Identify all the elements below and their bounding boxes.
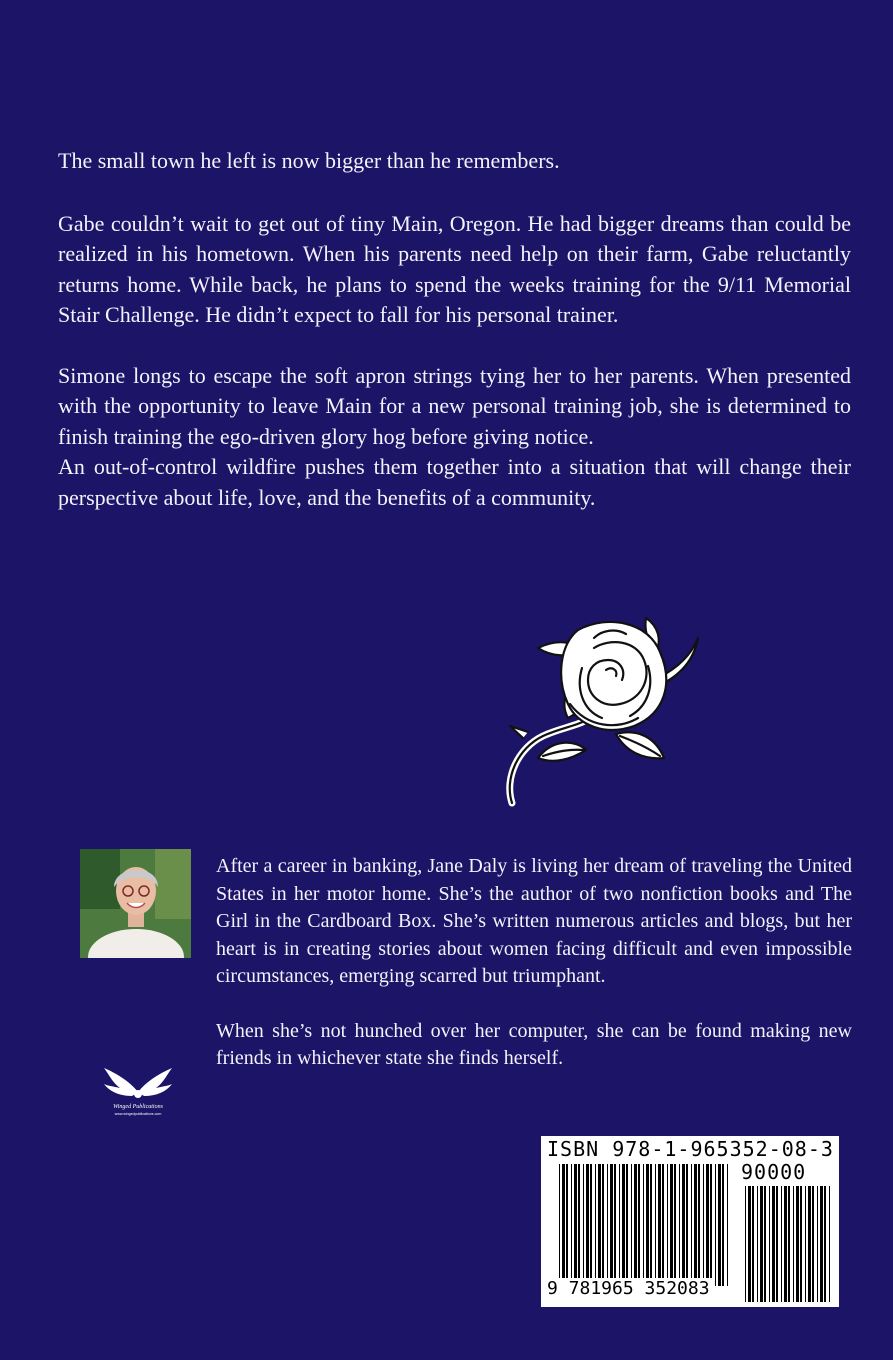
barcode-bar [667,1164,668,1286]
barcode-bar [583,1164,584,1286]
rose-illustration [498,608,708,808]
barcode-bar [634,1164,637,1286]
barcode-bar [781,1186,782,1302]
author-bio-paragraph: After a career in banking, Jane Daly is living her dream of traveling the United States in her motor home. She’s the author of two nonfiction books and The Girl in the Cardboard Box. She’s written numerous articles and blogs, but her heart is in creating stories about women facing difficult and even impossible circumstances, emerging scarred but triumphant. [216,855,852,987]
barcode-bar [727,1164,728,1286]
barcode-bar [706,1164,709,1286]
barcode-bar [562,1164,565,1286]
barcode-bar [805,1186,806,1302]
winged-publications-logo [100,1062,176,1118]
barcode-bar [655,1164,656,1286]
isbn-label: ISBN 978-1-965352-08-3 [547,1137,834,1161]
barcode-bar [710,1164,712,1286]
barcode-bar [595,1164,596,1286]
barcode-bar [638,1164,640,1286]
barcode-bar [757,1186,758,1302]
barcode-bar [788,1186,790,1302]
book-blurb [58,146,851,543]
barcode-bar [607,1164,608,1286]
price-addon-number: 90000 [741,1160,807,1184]
barcode-bar [598,1164,601,1286]
barcode-bar [670,1164,673,1286]
barcode-bar [784,1186,787,1302]
barcode-bar [646,1164,649,1286]
barcode-bar [760,1186,763,1302]
barcode-bar [566,1164,568,1286]
author-bio [216,853,852,1100]
blurb-paragraph-wildfire: An out-of-control wildfire pushes them together into a situation that will change their perspective about life, love, and the benefits of a community. [58,454,851,510]
barcode-bar [748,1186,751,1302]
author-bio-paragraph-2: When she’s not hunched over her computer, she can be found making new friends in whichever state she finds herself. [216,1019,852,1069]
barcode-bar [745,1186,746,1302]
barcode-bar [662,1164,664,1286]
barcode-bar [650,1164,652,1286]
barcode-bar [619,1164,620,1286]
barcode-bar [769,1186,770,1302]
tagline: The small town he left is now bigger than he remembers. [58,148,560,173]
barcode-bar [703,1164,704,1286]
barcode-bar [631,1164,632,1286]
author-portrait-image [80,849,191,958]
barcode-bar [614,1164,616,1286]
barcode-bar [718,1164,721,1286]
barcode-bar [722,1164,724,1286]
barcode-bar [820,1186,823,1302]
barcode-bar [824,1186,826,1302]
isbn-barcode [541,1136,839,1307]
barcode-bar [698,1164,700,1286]
barcode-bar [590,1164,592,1286]
barcode-bar [658,1164,661,1286]
barcode-bar [715,1164,716,1286]
blurb-paragraph-simone: Simone longs to escape the soft apron strings tying her to her parents. When presented with the opportunity to leave Main for a new personal training job, she is determined to finish training the ego-driven glory hog before giving notice. [58,362,851,449]
barcode-bar [808,1186,811,1302]
barcode-bar [559,1164,560,1286]
barcode-bar [682,1164,685,1286]
barcode-bar [800,1186,802,1302]
barcode-bar [812,1186,814,1302]
barcode-bar [772,1186,775,1302]
barcode-bar [817,1186,818,1302]
barcode-bar [793,1186,794,1302]
barcode-bar [622,1164,625,1286]
barcode-bar [764,1186,766,1302]
barcode-bar [776,1186,778,1302]
ean-digits: 9 781965 352083 [547,1278,710,1299]
logo-publisher-name: Winged Publications [113,1104,163,1110]
barcode-bar [602,1164,604,1286]
logo-publisher-url: www.wingedpublications.com [114,1112,162,1116]
barcode-bar [752,1186,754,1302]
author-photo [80,849,191,958]
barcode-bar [691,1164,692,1286]
barcode-bar [829,1186,830,1302]
barcode-bar [610,1164,613,1286]
barcode-bar [674,1164,676,1286]
barcode-bar [679,1164,680,1286]
barcode-bar [694,1164,697,1286]
barcode-bar [796,1186,799,1302]
barcode-bar [586,1164,589,1286]
barcode-bar [643,1164,644,1286]
barcode-bar [686,1164,688,1286]
barcode-bar [578,1164,580,1286]
blurb-paragraph-gabe: Gabe couldn’t wait to get out of tiny Main, Oregon. He had bigger dreams than could be realized in his hometown. When his parents need help on their farm, Gabe reluctantly returns home. While back, he plans to spend the weeks training for the 9/11 Memorial Stair Challenge. He didn’t expect to fall for his personal trainer. [58,210,851,327]
barcode-bar [626,1164,628,1286]
barcode-bar [571,1164,572,1286]
barcode-bar [574,1164,577,1286]
